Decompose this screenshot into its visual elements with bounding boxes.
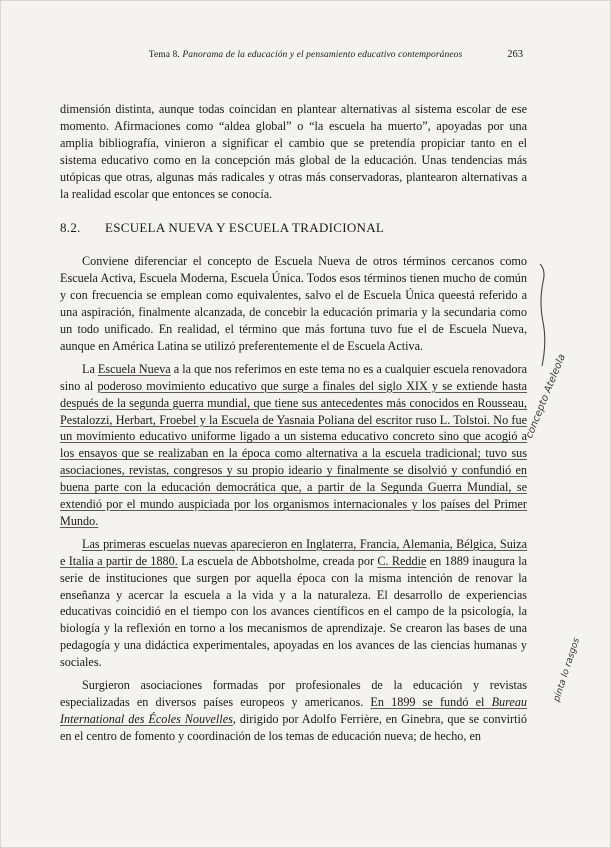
handwritten-text: pinta lo rasgos <box>552 636 583 704</box>
section-number: 8.2. <box>60 220 81 236</box>
paragraph-4 <box>60 677 527 745</box>
running-header <box>60 50 551 60</box>
margin-bracket-mark <box>534 262 554 370</box>
underlined-run: Las primeras escuelas nuevas aparecieron en Inglaterra, Francia, Alemania, Bélgica, Suiza e Italia a partir de 1880. <box>60 536 527 568</box>
chapter-label: Tema 8. <box>148 50 180 60</box>
chapter-subtitle: Panorama de la educación y el pensamiento educativo contemporáneos <box>182 50 463 60</box>
paragraph-1: Conviene diferenciar el concepto de Escuela Nueva de otros términos cercanos como Escuela Activa, Escuela Moderna, Escuela Única. Todos esos términos tienen mucho de común y con frecuencia se emplean como equivalentes, salvo el de Escuela Única queestá referido a una aspiración, finalmente alcanzada, de concebir la educación primaria y la secundaria como un todo unificado. En realidad, el término que más fortuna tuvo fue el de Escuela Nueva, aunque en América Latina se utilizó preferentemente el de Escuela Activa. <box>60 254 527 353</box>
handwritten-note <box>552 637 582 703</box>
section-title: ESCUELA NUEVA Y ESCUELA TRADICIONAL <box>105 220 385 236</box>
underlined-run: C. Reddie <box>377 553 427 568</box>
text-run: Surgieron asociaciones formadas por profesionales de la educación y revistas especializadas en diversos países europeos y americanos. <box>60 678 527 709</box>
underlined-run: Escuela Nueva <box>97 361 171 376</box>
text-run: en 1889 inaugura la serie de instituciones que surgen por aquella época con la misma intención de renovar la enseñanza y acercar la escuela a la vida y a la naturaleza. El desarrollo de experiencias educativas coincidió en el tiempo con los avances científicos en el campo de la psicología, la biología y la reflexión en torno a los mecanismos de aprendizaje. Se crearon las bases de una pedagogía y una didáctica experimentales, apoyadas en los avances de las ciencias humanas y sociales. <box>60 553 528 670</box>
paragraph-2 <box>60 361 527 530</box>
text-run: a la que nos referimos en este tema no es a cualquier escuela renovadora sino al <box>60 361 527 393</box>
underlined-run: poderoso movimiento educativo que surge a finales del siglo XIX y se extiende hasta después de la segunda guerra mundial <box>60 378 527 410</box>
section-heading <box>60 220 527 237</box>
intro-paragraph: dimensión distinta, aunque todas coincidan en plantear alternativas al sistema escolar de ese momento. Afirmaciones como “aldea global” o “la escuela ha muerto”, apoyadas por una amplia bibliografía, vinieron a significar el cambio que se pretendía propiciar tanto en el sistema educativo como en la concepción más global de la educación. Unas tendencias más utópicas que otras, algunas más radicales y otras más conservadoras, plantearon alternativas a la realidad escolar que entonces se conocía. <box>60 102 527 201</box>
page-number: 263 <box>507 49 523 60</box>
handwritten-text: concepto Ateleola <box>524 352 568 441</box>
underlined-run: , que tiene sus antecedentes más conocidos en Rousseau, Pestalozzi, Herbart, Froebel y la Escuela de Yasnaia Poliana del escritor ruso L. Tolstoi. No fue un movimiento educativo uniforme ligado a un sistema educativo concreto sino que acogió a los ensayos que se realizaban en la época como alternativa a la escuela tradicional; tuvo sus asociaciones, revistas, congresos y su propio ideario y finalmente se disolvió y confundió en buena parte con la educación democrática que, a partir de la Segunda Guerra Mundial, se extendió por el mundo auspiciada por los organismos internacionales y los países del Primer Mundo. <box>60 395 527 528</box>
text-run: , dirigido por Adolfo Ferrière, en Ginebra, que se convirtió en el centro de fomento y coordinación de los temas de educación nueva; de hecho, en <box>60 711 527 743</box>
body-text <box>60 101 527 751</box>
underlined-run: En 1899 se fundó el <box>370 695 492 709</box>
paragraph-3 <box>60 536 527 671</box>
text-run: La <box>82 361 98 376</box>
underlined-italic-run: Bureau International des Écoles Nouvelles <box>60 695 528 726</box>
text-run: La escuela de Abbotsholme, creada por <box>177 553 378 568</box>
